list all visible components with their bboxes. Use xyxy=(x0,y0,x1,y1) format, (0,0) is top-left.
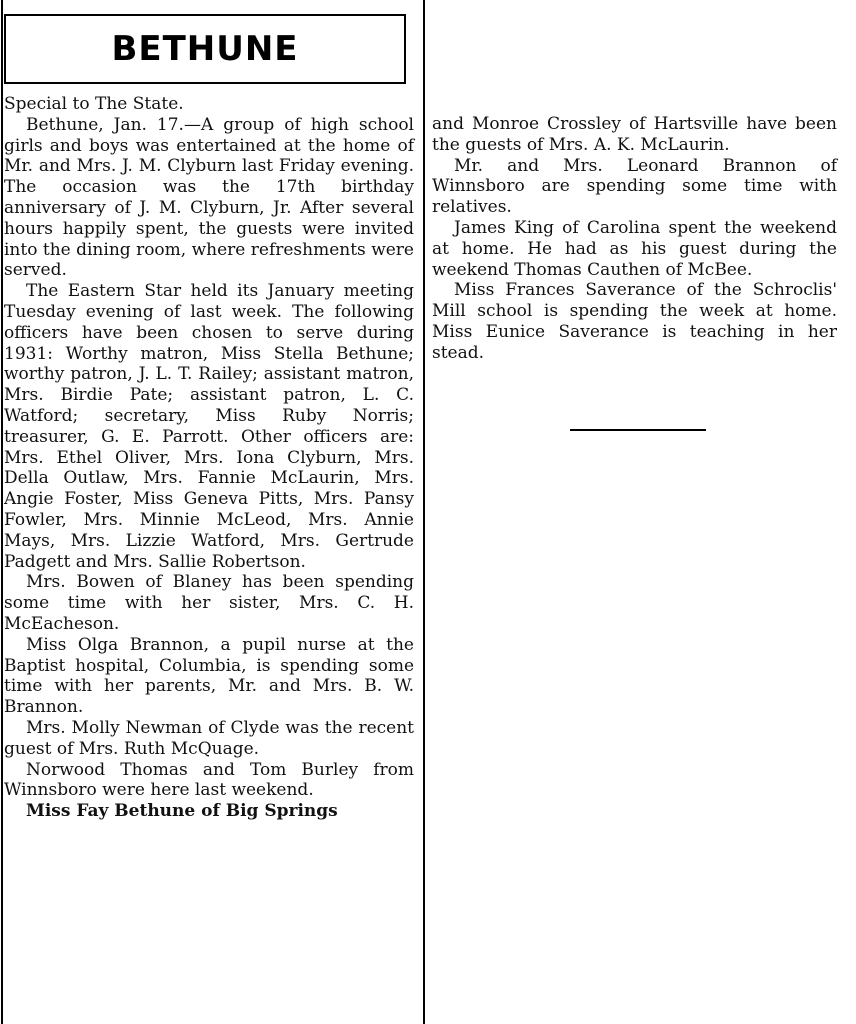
headline-box xyxy=(4,14,406,84)
paragraph-molly-newman: Mrs. Molly Newman of Clyde was the recent guest of Mrs. Ruth McQuage. xyxy=(4,717,414,759)
paragraph-fay-bethune: Miss Fay Bethune of Big Springs xyxy=(26,801,338,822)
column-rule-middle xyxy=(423,0,425,1024)
headline: BETHUNE xyxy=(111,29,299,69)
dateline: Special to The State. xyxy=(4,94,184,114)
paragraph-birthday-party: Bethune, Jan. 17.—A group of high school girls and boys was entertained at the home of Mr. and Mrs. J. M. Clyburn last Friday evening. The occasion was the 17th birthday anniversary of J. M. Clyburn, Jr. After several hours happily spent, the guests were invited into the dining room, where refreshments were served. xyxy=(4,114,414,281)
paragraph-mrs-bowen: Mrs. Bowen of Blaney has been spending some time with her sister, Mrs. C. H. McEacheson. xyxy=(4,572,414,634)
paragraph-monroe-crossley: and Monroe Crossley of Hartsville have been the guests of Mrs. A. K. McLaurin. xyxy=(432,114,837,155)
paragraph-olga-brannon: Miss Olga Brannon, a pupil nurse at the Baptist hospital, Columbia, is spending some time with her parents, Mr. and Mrs. B. W. Brannon. xyxy=(4,634,414,718)
column-rule-left xyxy=(1,0,3,1024)
paragraph-eastern-star: The Eastern Star held its January meeting Tuesday evening of last week. The following officers have been chosen to serve during 1931: Worthy matron, Miss Stella Bethune; worthy patron, J. L. T. Railey; assistant matron, Mrs. Birdie Pate; assistant patron, L. C. Watford; secretary, Miss Ruby Norris; treasurer, G. E. Parrott. Other officers are: Mrs. Ethel Oliver, Mrs. Iona Clyburn, Mrs. Della Outlaw, Mrs. Fannie McLaurin, Mrs. Angie Foster, Miss Geneva Pitts, Mrs. Pansy Fowler, Mrs. Minnie McLeod, Mrs. Annie Mays, Mrs. Lizzie Watford, Mrs. Gertrude Padgett and Mrs. Sallie Robertson. xyxy=(4,281,414,572)
right-column xyxy=(432,114,837,364)
left-column xyxy=(4,94,414,822)
paragraph-norwood-thomas: Norwood Thomas and Tom Burley from Winnsboro were here last weekend. xyxy=(4,759,414,801)
paragraph-frances-saverance: Miss Frances Saverance of the Schroclis' Mill school is spending the week at home. Miss Eunice Saverance is teaching in her stead. xyxy=(432,280,837,363)
paragraph-james-king: James King of Carolina spent the weekend at home. He had as his guest during the weekend Thomas Cauthen of McBee. xyxy=(432,217,837,280)
paragraph-leonard-brannon: Mr. and Mrs. Leonard Brannon of Winnsboro are spending some time with relatives. xyxy=(432,155,837,218)
end-of-article-rule xyxy=(570,429,706,431)
